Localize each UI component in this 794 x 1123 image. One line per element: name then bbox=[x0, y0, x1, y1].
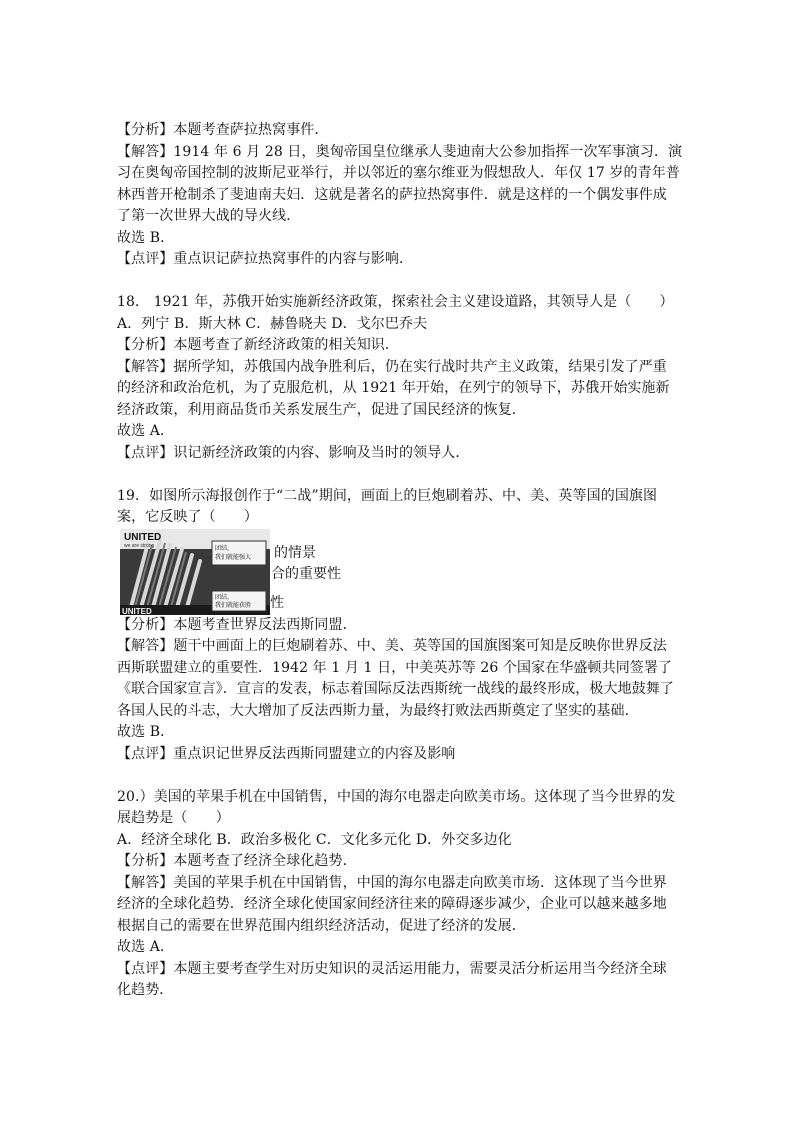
q20-stem-line-2: 展趋势是（ ） bbox=[117, 810, 230, 826]
q20-answer-line-2: 经济的全球化趋势．经济全球化使国家间经济往来的障碍逐步减少，企业可以越来越多地 bbox=[117, 896, 667, 912]
q19-answer-line-3: 《联合国家宣言》．宣言的发表，标志着国际反法西斯统一战线的最终形成，极大地鼓舞了 bbox=[117, 681, 674, 697]
q20-comment-line-1: 【点评】本题主要考查学生对历史知识的灵活运用能力，需要灵活分析运用当今经济全球 bbox=[117, 960, 667, 977]
spacer bbox=[117, 765, 682, 787]
poster-bottom-text: UNITED bbox=[122, 606, 152, 615]
war-poster-image bbox=[120, 529, 270, 615]
q19-analysis: 【分析】本题考查世界反法西斯同盟． bbox=[117, 616, 357, 633]
q20-options: A．经济全球化 B．政治多极化 C．文化多元化 D．外交多边化 bbox=[117, 831, 512, 848]
q18-answer-line-3: 经济政策，利用商品货币关系发展生产，促进了国民经济的恢复． bbox=[117, 401, 526, 418]
q20-answer-line-1: 【解答】美国的苹果手机在中国销售，中国的海尔电器走向欧美市场．这体现了当今世界 bbox=[117, 874, 667, 891]
q20-analysis: 【分析】本题考查了经济全球化趋势． bbox=[117, 853, 357, 869]
q20-comment-line-2: 化趋势． bbox=[117, 982, 174, 998]
poster-sub-text: we are strong bbox=[124, 542, 155, 549]
q19-option-fragment-2: 合的重要性 bbox=[271, 565, 341, 582]
q18-answer-line-1: 【解答】据所学知，苏俄国内战争胜利后，仍在实行战时共产主义政策，结果引发了严重 bbox=[117, 358, 667, 375]
q19-option-fragment-3: 性 bbox=[270, 594, 284, 611]
q20-stem-line-1: 20.）美国的苹果手机在中国销售，中国的海尔电器走向欧美市场。这体现了当今世界的发 bbox=[117, 788, 676, 805]
poster-box1-line1: 团结， bbox=[215, 544, 234, 552]
q20-answer-line-3: 根据自己的需要在世界范围内组织经济活动，促进了经济的发展． bbox=[117, 917, 526, 934]
poster-box2-line1: 团结， bbox=[215, 593, 234, 601]
q18-stem: 18． 1921 年，苏俄开始实施新经济政策，探索社会主义建设道路，其领导人是（ ） bbox=[117, 294, 674, 310]
spacer bbox=[117, 271, 682, 293]
poster-top-text: UNITED bbox=[124, 531, 162, 543]
q17-comment: 【点评】重点识记萨拉热窝事件的内容与影响． bbox=[117, 251, 414, 267]
q18-options: A．列宁 B．斯大林 C．赫鲁晓夫 D．戈尔巴乔夫 bbox=[117, 315, 428, 332]
poster-box2-line2: 我们就能获胜 bbox=[215, 601, 252, 609]
q17-answer-line-3: 林西普开枪制杀了斐迪南夫妇．这就是著名的萨拉热窝事件．就是这样的一个偶发事件成 bbox=[117, 186, 667, 203]
q18-choice: 故选 A． bbox=[117, 423, 175, 439]
q19-choice: 故选 B． bbox=[117, 724, 175, 740]
q19-figure-row bbox=[117, 529, 682, 615]
q19-stem-line-1: 19．如图所示海报创作于“二战”期间，画面上的巨炮刷着苏、中、美、英等国的国旗图 bbox=[117, 487, 658, 504]
q19-answer-line-2: 西斯联盟建立的重要性．1942 年 1 月 1 日，中美英苏等 26 个国家在华盛顿共同签署了 bbox=[117, 659, 673, 676]
q17-answer-line-4: 了第一次世界大战的导火线． bbox=[117, 208, 301, 224]
q17-answer-line-2: 习在奥匈帝国控制的波斯尼亚举行，并以邻近的塞尔维亚为假想敌人．年仅 17 岁的青年普 bbox=[117, 165, 680, 181]
q18-answer-line-2: 的经济和政治危机，为了克服危机，从 1921 年开始，在列宁的领导下，苏俄开始实施新 bbox=[117, 380, 670, 396]
poster-box1-line2: 我们就能强大 bbox=[215, 553, 252, 561]
q17-answer-line-1: 【解答】1914 年 6 月 28 日，奥匈帝国皇位继承人斐迪南大公参加指挥一次军事演习．演 bbox=[117, 143, 683, 160]
spacer bbox=[117, 464, 682, 486]
q19-answer-line-1: 【解答】题干中画面上的巨炮刷着苏、中、美、英等国的国旗图案可知是反映你世界反法 bbox=[117, 638, 667, 654]
q19-option-fragment-1: 的情景 bbox=[274, 544, 316, 561]
q19-answer-line-4: 各国人民的斗志，大大增加了反法西斯力量，为最终打败法西斯奠定了坚实的基础． bbox=[117, 702, 639, 719]
q18-analysis: 【分析】本题考查了新经济政策的相关知识． bbox=[117, 337, 399, 353]
document-page bbox=[117, 120, 682, 1002]
q19-comment: 【点评】重点识记世界反法西斯同盟建立的内容及影响 bbox=[117, 745, 456, 762]
q18-comment: 【点评】识记新经济政策的内容、影响及当时的领导人． bbox=[117, 444, 470, 461]
q17-analysis: 【分析】本题考查萨拉热窝事件． bbox=[117, 122, 329, 138]
q20-choice: 故选 A． bbox=[117, 939, 175, 955]
q19-stem-line-2: 案，它反映了（ ） bbox=[117, 509, 258, 525]
q17-choice: 故选 B． bbox=[117, 229, 175, 246]
